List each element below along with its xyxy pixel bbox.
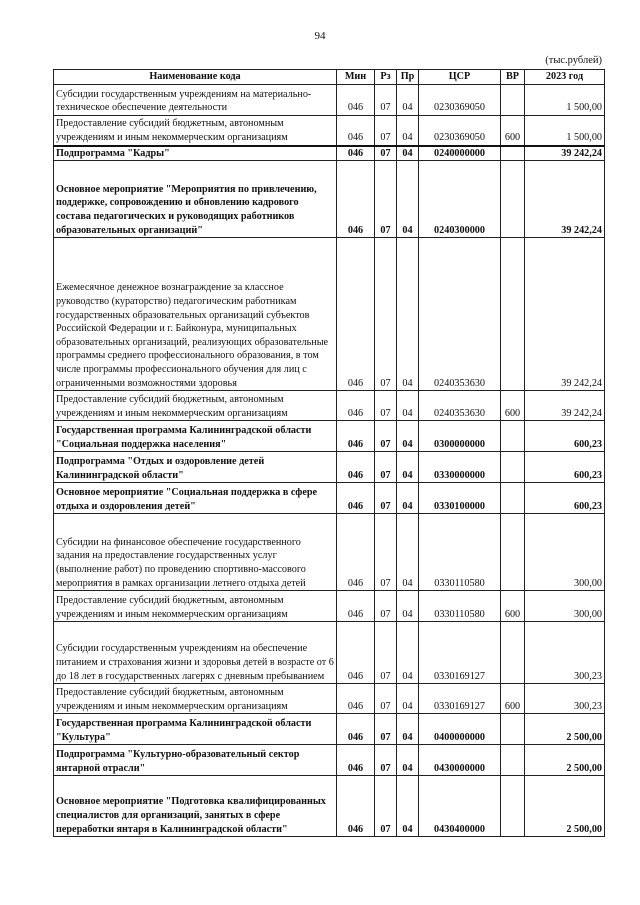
cell-rz: 07 — [375, 161, 397, 238]
cell-amount: 2 500,00 — [525, 776, 605, 837]
cell-amount: 1 500,00 — [525, 85, 605, 116]
table-header-row — [54, 70, 605, 85]
cell-min: 046 — [337, 714, 375, 745]
cell-amount: 300,00 — [525, 514, 605, 591]
cell-name: Предоставление субсидий бюджетным, автономным учреждениям и иным некоммерческим организациям — [54, 591, 337, 622]
cell-name: Государственная программа Калининградской области "Социальная поддержка населения" — [54, 421, 337, 452]
cell-min: 046 — [337, 745, 375, 776]
cell-rz: 07 — [375, 391, 397, 421]
cell-amount: 1 500,00 — [525, 116, 605, 146]
cell-rz: 07 — [375, 622, 397, 684]
cell-rz: 07 — [375, 714, 397, 745]
cell-csr: 0230369050 — [419, 85, 501, 116]
cell-csr: 0230369050 — [419, 116, 501, 146]
cell-vr: 600 — [501, 591, 525, 622]
table-row — [54, 684, 605, 714]
table-row — [54, 146, 605, 161]
unit-note: (тыс.рублей) — [545, 55, 602, 66]
cell-amount: 300,23 — [525, 622, 605, 684]
table-row — [54, 116, 605, 146]
cell-min: 046 — [337, 684, 375, 714]
cell-csr: 0300000000 — [419, 421, 501, 452]
table-row — [54, 483, 605, 514]
table-row — [54, 514, 605, 591]
cell-rz: 07 — [375, 85, 397, 116]
cell-amount: 600,23 — [525, 483, 605, 514]
cell-vr — [501, 452, 525, 483]
cell-csr: 0240353630 — [419, 391, 501, 421]
cell-name: Основное мероприятие "Подготовка квалифицированных специалистов для организаций, занятых в сфере переработки янтаря в Калининградской области" — [54, 776, 337, 837]
cell-min: 046 — [337, 391, 375, 421]
cell-csr: 0330000000 — [419, 452, 501, 483]
cell-pr: 04 — [397, 391, 419, 421]
cell-amount: 300,00 — [525, 591, 605, 622]
cell-min: 046 — [337, 421, 375, 452]
cell-amount: 39 242,24 — [525, 146, 605, 161]
page-number: 94 — [314, 30, 326, 42]
cell-rz: 07 — [375, 514, 397, 591]
cell-vr — [501, 238, 525, 391]
cell-vr — [501, 85, 525, 116]
cell-pr: 04 — [397, 622, 419, 684]
cell-rz: 07 — [375, 116, 397, 146]
cell-csr: 0330110580 — [419, 591, 501, 622]
cell-rz: 07 — [375, 146, 397, 161]
cell-amount: 600,23 — [525, 452, 605, 483]
cell-amount: 600,23 — [525, 421, 605, 452]
cell-vr — [501, 161, 525, 238]
cell-vr — [501, 146, 525, 161]
cell-csr: 0330110580 — [419, 514, 501, 591]
cell-vr — [501, 514, 525, 591]
table-row — [54, 776, 605, 837]
table-row — [54, 421, 605, 452]
table-row — [54, 622, 605, 684]
cell-pr: 04 — [397, 591, 419, 622]
cell-csr: 0430000000 — [419, 745, 501, 776]
cell-pr: 04 — [397, 745, 419, 776]
cell-name: Ежемесячное денежное вознаграждение за классное руководство (кураторство) педагогическим работникам государственных образовательных организаций субъектов Российской Федерации и г. Байконура, муниципальных образовательных организаций, реализующих образовательные программы среднего профессионального образования, в том числе программы профессионального обучения для лиц с ограниченными возможностями здоровья — [54, 238, 337, 391]
cell-name: Субсидии на финансовое обеспечение государственного задания на предоставление государственных услуг (выполнение работ) по проведению спортивно-массового мероприятия в рамках организации летнего отдыха детей — [54, 514, 337, 591]
cell-pr: 04 — [397, 684, 419, 714]
cell-csr: 0240353630 — [419, 238, 501, 391]
cell-min: 046 — [337, 452, 375, 483]
cell-rz: 07 — [375, 684, 397, 714]
cell-csr: 0240000000 — [419, 146, 501, 161]
header-pr: Пр — [397, 70, 419, 85]
cell-name: Основное мероприятие "Социальная поддержка в сфере отдыха и оздоровления детей" — [54, 483, 337, 514]
cell-min: 046 — [337, 591, 375, 622]
cell-amount: 300,23 — [525, 684, 605, 714]
cell-min: 046 — [337, 514, 375, 591]
cell-name: Государственная программа Калининградской области "Культура" — [54, 714, 337, 745]
cell-vr: 600 — [501, 391, 525, 421]
cell-pr: 04 — [397, 421, 419, 452]
cell-csr: 0330169127 — [419, 684, 501, 714]
cell-vr: 600 — [501, 684, 525, 714]
cell-name: Предоставление субсидий бюджетным, автономным учреждениям и иным некоммерческим организациям — [54, 391, 337, 421]
table-row — [54, 161, 605, 238]
cell-name: Подпрограмма "Кадры" — [54, 146, 337, 161]
cell-rz: 07 — [375, 483, 397, 514]
cell-pr: 04 — [397, 161, 419, 238]
cell-min: 046 — [337, 161, 375, 238]
cell-pr: 04 — [397, 85, 419, 116]
cell-amount: 39 242,24 — [525, 161, 605, 238]
cell-amount: 39 242,24 — [525, 391, 605, 421]
header-name: Наименование кода — [54, 70, 337, 85]
cell-name: Субсидии государственным учреждениям на обеспечение питанием и страхования жизни и здоровья детей в возрасте от 6 до 18 лет в государственных лагерях с дневным пребыванием — [54, 622, 337, 684]
cell-csr: 0430400000 — [419, 776, 501, 837]
cell-pr: 04 — [397, 116, 419, 146]
cell-pr: 04 — [397, 452, 419, 483]
cell-min: 046 — [337, 776, 375, 837]
table-row — [54, 745, 605, 776]
cell-name: Предоставление субсидий бюджетным, автономным учреждениям и иным некоммерческим организациям — [54, 116, 337, 146]
table-row — [54, 85, 605, 116]
header-vr: ВР — [501, 70, 525, 85]
cell-vr — [501, 714, 525, 745]
cell-name: Субсидии государственным учреждениям на материально-техническое обеспечение деятельности — [54, 85, 337, 116]
cell-vr — [501, 776, 525, 837]
cell-amount: 2 500,00 — [525, 745, 605, 776]
cell-name: Предоставление субсидий бюджетным, автономным учреждениям и иным некоммерческим организациям — [54, 684, 337, 714]
cell-csr: 0400000000 — [419, 714, 501, 745]
cell-min: 046 — [337, 483, 375, 514]
header-rz: Рз — [375, 70, 397, 85]
table-body — [54, 85, 605, 837]
cell-pr: 04 — [397, 483, 419, 514]
cell-amount: 2 500,00 — [525, 714, 605, 745]
header-year: 2023 год — [525, 70, 605, 85]
cell-min: 046 — [337, 622, 375, 684]
cell-pr: 04 — [397, 146, 419, 161]
cell-min: 046 — [337, 146, 375, 161]
table-row — [54, 391, 605, 421]
header-min: Мин — [337, 70, 375, 85]
cell-min: 046 — [337, 85, 375, 116]
cell-pr: 04 — [397, 776, 419, 837]
cell-vr — [501, 421, 525, 452]
cell-name: Основное мероприятие "Мероприятия по привлечению, поддержке, сопровождению и обновлению кадрового состава педагогических и руководящих работников образовательных организаций" — [54, 161, 337, 238]
table-row — [54, 238, 605, 391]
table-row — [54, 452, 605, 483]
cell-csr: 0330169127 — [419, 622, 501, 684]
cell-name: Подпрограмма "Отдых и оздоровление детей Калининградской области" — [54, 452, 337, 483]
cell-pr: 04 — [397, 238, 419, 391]
header-csr: ЦСР — [419, 70, 501, 85]
table-row — [54, 591, 605, 622]
cell-rz: 07 — [375, 452, 397, 483]
cell-csr: 0240300000 — [419, 161, 501, 238]
cell-rz: 07 — [375, 238, 397, 391]
cell-vr: 600 — [501, 116, 525, 146]
cell-pr: 04 — [397, 714, 419, 745]
cell-rz: 07 — [375, 776, 397, 837]
cell-rz: 07 — [375, 591, 397, 622]
cell-amount: 39 242,24 — [525, 238, 605, 391]
cell-vr — [501, 622, 525, 684]
budget-table — [53, 69, 605, 837]
cell-csr: 0330100000 — [419, 483, 501, 514]
cell-vr — [501, 483, 525, 514]
table-row — [54, 714, 605, 745]
cell-pr: 04 — [397, 514, 419, 591]
cell-min: 046 — [337, 238, 375, 391]
cell-name: Подпрограмма "Культурно-образовательный сектор янтарной отрасли" — [54, 745, 337, 776]
cell-rz: 07 — [375, 421, 397, 452]
cell-min: 046 — [337, 116, 375, 146]
cell-rz: 07 — [375, 745, 397, 776]
cell-vr — [501, 745, 525, 776]
